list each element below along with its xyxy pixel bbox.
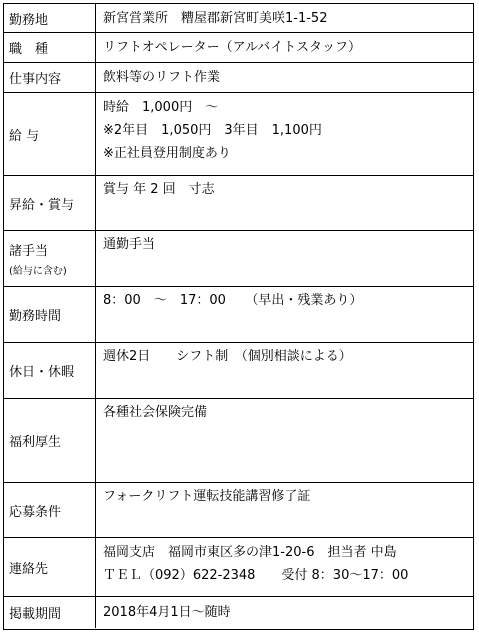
value-line: ※正社員登用制度あり [103, 146, 231, 161]
value-line: 時給 1,000円 ～ [103, 100, 219, 115]
value-line: ※2年目 1,050円 3年目 1,100円 [103, 123, 322, 138]
row-label [4, 231, 96, 286]
value-line: 飲料等のリフト作業 [103, 70, 221, 85]
table-row [4, 399, 473, 483]
value-line: 福岡支店 福岡市東区多の津1-20-6 担当者 中島 [103, 545, 397, 560]
value-line: 新宮営業所 糟屋郡新宮町美咲1-1-52 [103, 10, 328, 26]
row-value [96, 538, 473, 596]
row-label: 勤務時間 [4, 287, 96, 342]
table-row [4, 33, 473, 63]
value-line: 週休2日 シフト制 （個別相談による） [103, 349, 352, 364]
table-row [4, 93, 473, 176]
row-value [96, 399, 473, 482]
value-line: 各種社会保険完備 [103, 405, 208, 420]
row-label: 職 種 [4, 33, 96, 62]
row-value [96, 343, 473, 398]
row-value [96, 231, 473, 286]
row-label: 連絡先 [4, 538, 96, 596]
value-line: 2018年4月1日～随時 [103, 605, 231, 620]
table-row [4, 231, 473, 287]
row-label-note: (給与に含む) [9, 266, 67, 277]
row-value [96, 176, 473, 230]
row-value [96, 33, 473, 62]
row-label-main: 諸手当 [9, 244, 49, 259]
value-line: 8：00 ～ 17：00 （早出・残業あり） [103, 293, 363, 308]
table-row [4, 176, 473, 231]
table-row [4, 343, 473, 399]
row-label: 応募条件 [4, 483, 96, 537]
table-row [4, 538, 473, 597]
row-label: 福利厚生 [4, 399, 96, 482]
row-value [96, 483, 473, 537]
table-row [4, 4, 473, 33]
value-line: 賞与 年 2 回 寸志 [103, 182, 215, 197]
table-row [4, 63, 473, 93]
value-line: フォークリフト運転技能講習修了証 [103, 489, 311, 504]
value-line: 通勤手当 [103, 237, 156, 252]
row-label: 勤務地 [4, 4, 96, 32]
row-label: 休日・休暇 [4, 343, 96, 398]
value-line: ＴＥＬ（092）622-2348 受付 8：30～17：00 [103, 568, 409, 583]
value-line: リフトオペレーター（アルバイトスタッフ） [103, 40, 362, 55]
row-label: 掲載期間 [4, 597, 96, 628]
row-value [96, 4, 473, 32]
row-value [96, 287, 473, 342]
row-label: 昇給・賞与 [4, 176, 96, 230]
row-label: 仕事内容 [4, 63, 96, 92]
table-row [4, 483, 473, 538]
job-info-table [3, 3, 474, 630]
row-value [96, 597, 473, 628]
row-value [96, 63, 473, 92]
row-label: 給 与 [4, 93, 96, 175]
row-value [96, 93, 473, 175]
table-row [4, 597, 473, 628]
table-row [4, 287, 473, 343]
